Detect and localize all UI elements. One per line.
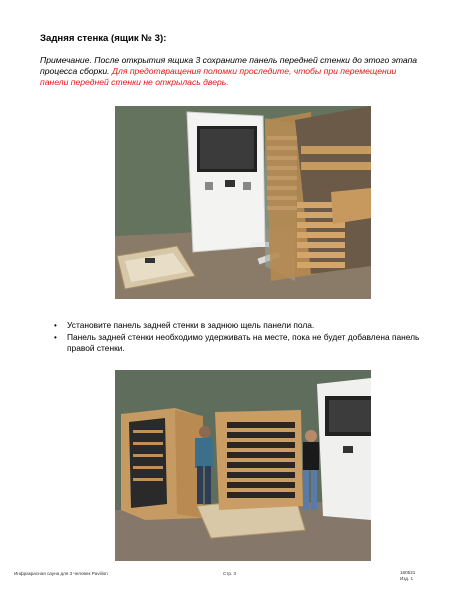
section-heading: Задняя стенка (ящик № 3): — [40, 33, 167, 44]
photo-front-panel-illustration — [115, 106, 371, 299]
list-item — [52, 320, 432, 331]
photo-back-panel-illustration — [115, 370, 371, 561]
instruction-list — [52, 320, 432, 355]
footer-doc-code — [400, 570, 415, 582]
bullet-glyph: • — [54, 321, 57, 330]
photo-front-panel — [115, 106, 371, 299]
list-item — [52, 332, 432, 354]
list-item-text: Панель задней стенки необходимо удерживать на месте, пока не будет добавлена панель правой стенки. — [67, 332, 420, 353]
photo-back-panel — [115, 370, 371, 561]
bullet-glyph: • — [54, 333, 57, 342]
warning-text: Для предотвращения поломки проследите, чтобы при перемещении панели передней стенки не открылась дверь. — [40, 66, 397, 87]
assembly-note — [40, 55, 425, 88]
list-item-text: Установите панель задней стенки в заднюю щель панели пола. — [67, 320, 315, 330]
footer-revision: Изд. 1 — [400, 576, 414, 581]
footer-code: 180521 — [400, 570, 416, 575]
footer-product-name: Инфракрасная сауна для 3 человек Pavilion — [14, 571, 108, 576]
note-text: Примечание. После открытия ящика 3 сохраните панель передней стенки до этого этапа процесса сборки. — [40, 55, 418, 76]
footer-page-number: Стр. 3 — [223, 571, 237, 576]
